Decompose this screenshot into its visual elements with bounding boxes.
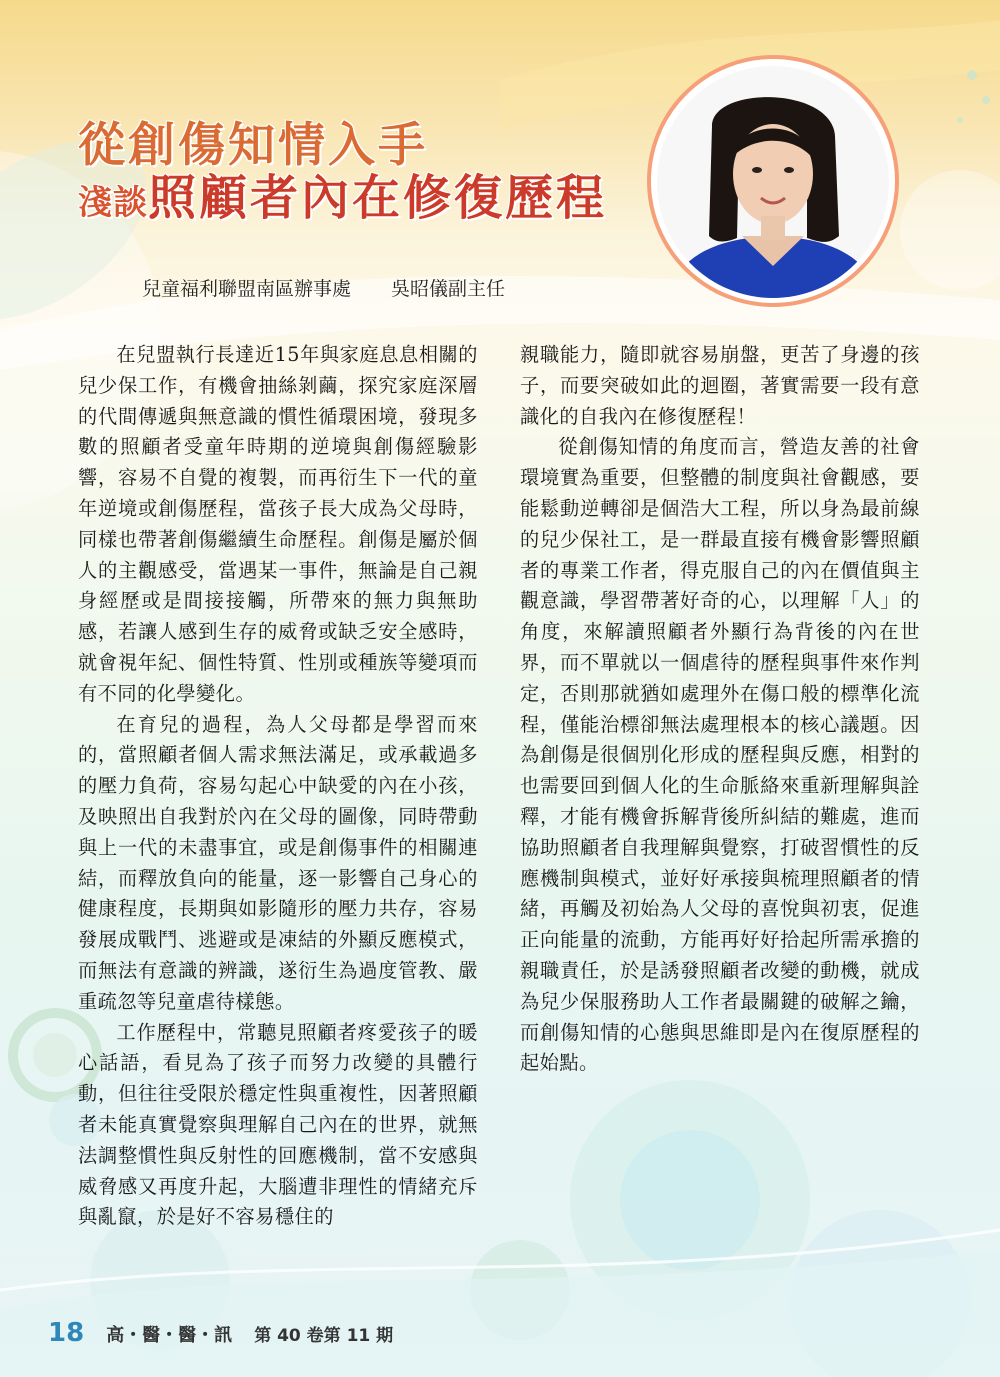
page-number: 18 bbox=[48, 1318, 85, 1348]
paragraph-continued: 親職能力，隨即就容易崩盤，更苦了身邊的孩子，而要突破如此的迴圈，著實需要一段有意識化的自我內在修復歷程！ bbox=[520, 343, 920, 428]
title-prefix: 淺談 bbox=[78, 183, 148, 223]
author-org: 兒童福利聯盟南區辦事處 bbox=[142, 278, 352, 300]
issue-info: 第 40 卷第 11 期 bbox=[254, 1326, 394, 1346]
author-name: 吳昭儀副主任 bbox=[391, 278, 506, 300]
paragraph: 在育兒的過程，為人父母都是學習而來的，當照顧者個人需求無法滿足，或承載過多的壓力負荷，容易勾起心中缺愛的內在小孩，及映照出自我對於內在父母的圖像，同時帶動與上一代的未盡事宜，或是創傷事件的相關連結，而釋放負向的能量，逐一影響自己身心的健康程度，長期與如影隨形的壓力共存，容易發展成戰鬥、逃避或是凍結的外顯反應模式，而無法有意識的辨識，遂衍生為過度管教、嚴重疏忽等兒童虐待樣態。 bbox=[78, 712, 478, 1013]
page-footer bbox=[48, 1318, 393, 1348]
text-column-left bbox=[78, 340, 478, 1233]
article-title-line1: 從創傷知情入手 bbox=[78, 118, 428, 173]
author-byline bbox=[142, 274, 505, 301]
paragraph: 工作歷程中，常聽見照顧者疼愛孩子的暖心話語，看見為了孩子而努力改變的具體行動，但往往受限於穩定性與重複性，因著照顧者未能真實覺察與理解自己內在的世界，就無法調整慣性與反射性的回應機制，當不安感與威脅感又再度升起，大腦遭非理性的情緒充斥與亂竄，於是好不容易穩住的 bbox=[78, 1020, 478, 1229]
title-main: 照顧者內在修復歷程 bbox=[148, 170, 608, 226]
paragraph: 從創傷知情的角度而言，營造友善的社會環境實為重要，但整體的制度與社會觀感，要能鬆動逆轉卻是個浩大工程，所以身為最前線的兒少保社工，是一群最直接有機會影響照顧者的專業工作者，得克服自己的內在價值與主觀意識，學習帶著好奇的心，以理解「人」的角度，來解讀照顧者外顯行為背後的內在世界，而不單就以一個虐待的歷程與事件來作判定，否則那就猶如處理外在傷口般的標準化流程，僅能治標卻無法處理根本的核心議題。因為創傷是很個別化形成的歷程與反應，相對的也需要回到個人化的生命脈絡來重新理解與詮釋，才能有機會拆解背後所糾結的難處，進而協助照顧者自我理解與覺察，打破習慣性的反應機制與模式，並好好承接與梳理照顧者的情緒，再觸及初始為人父母的喜悅與初衷，促進正向能量的流動，方能再好好拾起所需承擔的親職責任，於是誘發照顧者改變的動機，就成為兒少保服務助人工作者最關鍵的破解之鑰，而創傷知情的心態與思維即是內在復原歷程的起始點。 bbox=[520, 435, 920, 1075]
paragraph: 在兒盟執行長達近15年與家庭息息相關的兒少保工作，有機會抽絲剝繭，探究家庭深層的代間傳遞與無意識的慣性循環困境，發現多數的照顧者受童年時期的逆境與創傷經驗影響，容易不自覺的複製，而再衍生下一代的童年逆境或創傷歷程，當孩子長大成為父母時，同樣也帶著創傷繼續生命歷程。創傷是屬於個人的主觀感受，當遇某一事件，無論是自己親身經歷或是間接接觸，所帶來的無力與無助感，若讓人感到生存的威脅或缺乏安全感時，就會視年紀、個性特質、性別或種族等變項而有不同的化學變化。 bbox=[78, 343, 478, 705]
text-column-right bbox=[520, 340, 920, 1079]
author-photo bbox=[657, 66, 889, 298]
journal-name: 高・醫・醫・訊 bbox=[106, 1325, 233, 1346]
article-title-line2 bbox=[78, 170, 607, 234]
